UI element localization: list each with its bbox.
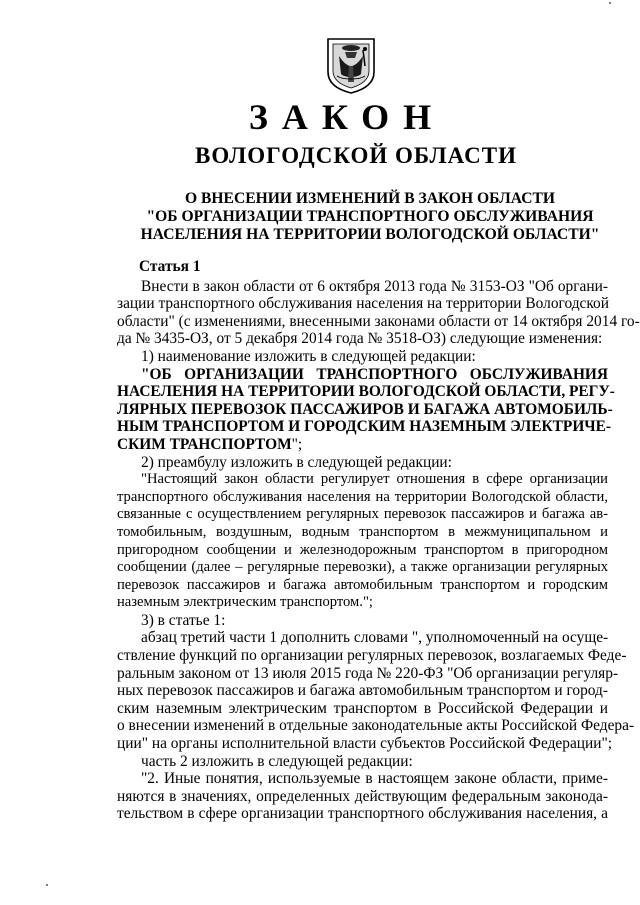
new-title-line: НЫМ ТРАНСПОРТОМ И ГОРОДСКИМ НАЗЕМНЫМ ЭЛЕКТРИЧЕ- — [117, 418, 611, 436]
new-title-line: ЛЯРНЫХ ПЕРЕВОЗОК ПАССАЖИРОВ И БАГАЖА АВТОМОБИЛЬ- — [117, 400, 613, 418]
body-line: да № 3435-ОЗ, от 5 декабря 2014 года № 3518-ОЗ) следующие изменения: — [117, 330, 603, 348]
coat-of-arms-icon — [325, 36, 377, 94]
subtitle-line: О ВНЕСЕНИИ ИЗМЕНЕНИЙ В ЗАКОН ОБЛАСТИ — [184, 190, 556, 207]
new-title-line: СКИМ ТРАНСПОРТОМ — [117, 435, 292, 453]
law-title: ЗАКОН — [248, 97, 446, 137]
preamble-line: сообщении (далее – регулярные перевозки), а также организации регулярных — [117, 559, 608, 576]
item-1: 1) наименование изложить в следующей редакции: — [141, 347, 476, 365]
region-title: ВОЛОГОДСКОЙ ОБЛАСТИ — [195, 143, 517, 168]
preamble-line: транспортного обслуживания населения на территории Вологодской области, — [117, 488, 608, 505]
preamble-line: связанные с осуществлением регулярных перевозок пассажиров и багажа ав- — [117, 506, 608, 523]
subtitle-line: "ОБ ОРГАНИЗАЦИИ ТРАНСПОРТНОГО ОБСЛУЖИВАНИЯ — [146, 208, 594, 225]
scan-speck — [46, 884, 48, 886]
new-title-line: НАСЕЛЕНИЯ НА ТЕРРИТОРИИ ВОЛОГОДСКОЙ ОБЛАСТИ, РЕГУ- — [117, 383, 615, 401]
preamble-line: перевозок пассажиров и багажа автомобильным транспортом и городским — [117, 576, 608, 593]
body-line: ским наземным электрическим транспортом в Российской Федерации и — [117, 699, 608, 717]
body-line: ствление функций по организации регулярных перевозок, возлагаемых Феде- — [117, 647, 627, 665]
law-subtitle — [125, 190, 615, 244]
body-line: о внесении изменений в отдельные законодательные акты Российской Федера- — [117, 717, 635, 735]
preamble-line: наземным электрическим транспортом."; — [117, 594, 373, 611]
body-line: абзац третий части 1 дополнить словами ", уполномоченный на осуще- — [141, 629, 609, 647]
new-title-line: "ОБ ОРГАНИЗАЦИИ ТРАНСПОРТНОГО ОБСЛУЖИВАНИЯ — [141, 365, 608, 383]
new-title-tail: "; — [291, 435, 303, 453]
body-line: няются в значениях, определенных действующим федеральным законода- — [117, 787, 608, 805]
body-line: ции" на органы исполнительной власти субъектов Российской Федерации"; — [117, 735, 613, 753]
item-2: 2) преамбулу изложить в следующей редакции: — [141, 453, 452, 471]
scan-speck — [609, 2, 611, 4]
item-3: 3) в статье 1: — [141, 611, 226, 629]
body-line: ных перевозок пассажиров и багажа автомобильным транспортом и город- — [117, 682, 608, 700]
body-line: ральным законом от 13 июля 2015 года № 220-ФЗ "Об организации регуляр- — [117, 664, 619, 682]
preamble-line: "Настоящий закон области регулирует отношения в сфере организации — [141, 471, 608, 488]
subtitle-line: НАСЕЛЕНИЯ НА ТЕРРИТОРИИ ВОЛОГОДСКОЙ ОБЛАСТИ" — [140, 226, 600, 243]
body-line: зации транспортного обслуживания населения на территории Вологодской — [117, 295, 609, 313]
part-2-intro: часть 2 изложить в следующей редакции: — [141, 752, 413, 770]
body-line: Внести в закон области от 6 октября 2013 года № 3153-ОЗ "Об органи- — [141, 277, 608, 295]
article-heading: Статья 1 — [139, 258, 201, 275]
body-line: "2. Иные понятия, используемые в настоящем законе области, приме- — [141, 770, 608, 788]
preamble-line: пригородном сообщении и железнодорожным транспортом в пригородном — [117, 541, 608, 558]
law-body — [117, 258, 640, 823]
body-line: области" (с изменениями, внесенными законами области от 14 октября 2014 го- — [117, 312, 640, 330]
preamble-line: томобильным, воздушным, водным транспортом в межмуниципальном и — [117, 523, 608, 540]
body-line: тельством в сфере организации транспортного обслуживания населения, а — [117, 805, 608, 823]
preamble-quote — [117, 471, 608, 612]
new-title-last-line — [117, 436, 608, 454]
